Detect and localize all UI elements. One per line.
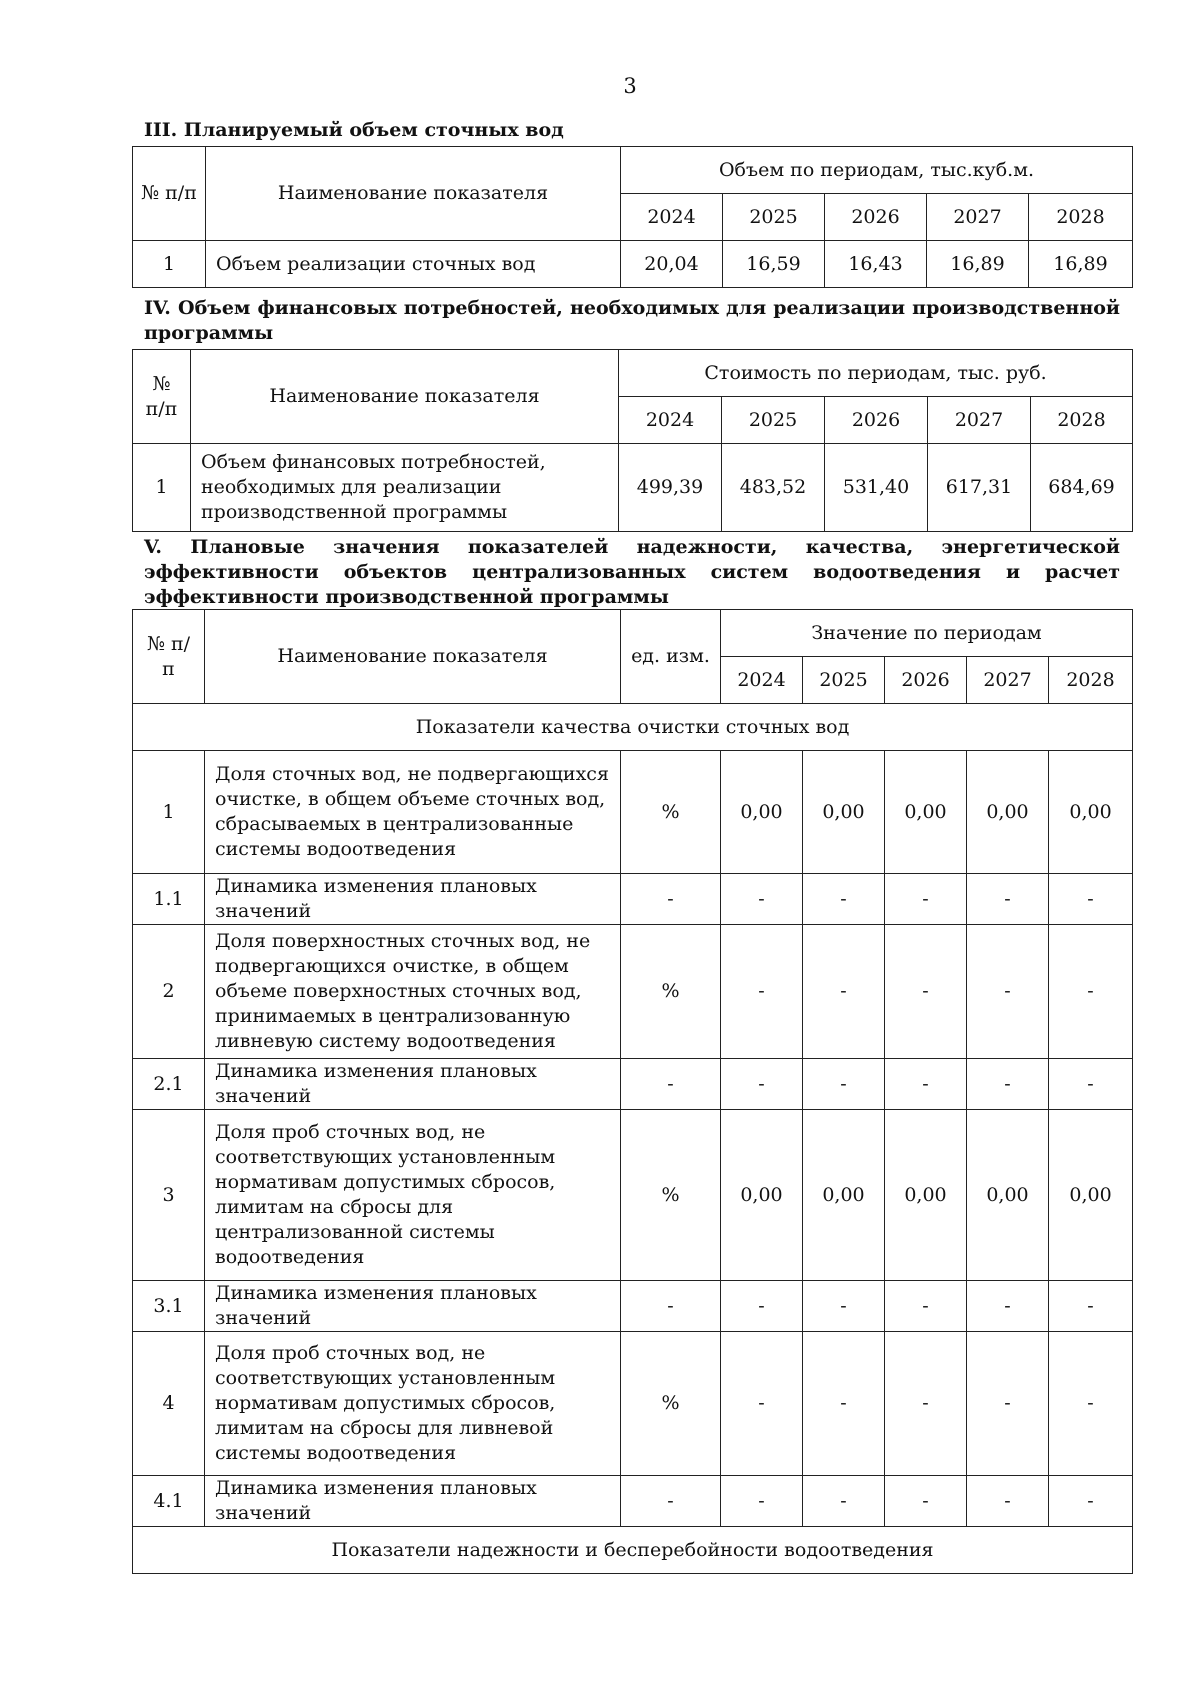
row-value: 0,00 [1049, 751, 1133, 874]
row-value: - [1049, 1059, 1133, 1110]
row-unit: % [621, 1110, 721, 1281]
table-row [133, 751, 1133, 874]
row-value: - [885, 1476, 967, 1527]
row-value: - [967, 925, 1049, 1059]
row-value: 0,00 [885, 1110, 967, 1281]
row-value: 16,59 [723, 241, 825, 288]
table-row [133, 874, 1133, 925]
row-number: 4 [133, 1332, 205, 1476]
row-number: 1 [133, 241, 206, 288]
row-value: 531,40 [825, 444, 928, 532]
row-unit: % [621, 1332, 721, 1476]
row-value: - [885, 1059, 967, 1110]
year-header: 2028 [1029, 194, 1133, 241]
row-name: Динамика изменения плановых значений [205, 1476, 621, 1527]
year-header: 2024 [721, 657, 803, 704]
year-header: 2025 [723, 194, 825, 241]
row-number: 1 [133, 444, 191, 532]
row-value: 0,00 [803, 1110, 885, 1281]
year-header: 2027 [927, 194, 1029, 241]
row-value: 684,69 [1031, 444, 1133, 532]
row-value: - [885, 1332, 967, 1476]
row-value: - [803, 1059, 885, 1110]
table-row [133, 1281, 1133, 1332]
row-value: - [803, 1332, 885, 1476]
col-header-number: № п/п [133, 350, 191, 444]
year-header: 2026 [825, 194, 927, 241]
table-row [133, 241, 1133, 288]
section-5-title: V. Плановые значения показателей надежности, качества, энергетической эффективности объектов централизованных систем водоотведения и расчет эффективности производственной программы [144, 536, 1120, 608]
year-header: 2027 [928, 397, 1031, 444]
row-value: 0,00 [967, 751, 1049, 874]
group-header-reliability: Показатели надежности и бесперебойности водоотведения [133, 1527, 1133, 1574]
row-value: 0,00 [803, 751, 885, 874]
year-header: 2026 [825, 397, 928, 444]
row-name: Доля поверхностных сточных вод, не подвергающихся очистке, в общем объеме поверхностных сточных вод, принимаемых в централизованную ливневую систему водоотведения [205, 925, 621, 1059]
row-value: - [721, 1281, 803, 1332]
col-header-name: Наименование показателя [191, 350, 619, 444]
col-header-value-by-period: Значение по периодам [721, 610, 1133, 657]
row-number: 1.1 [133, 874, 205, 925]
row-value: - [967, 874, 1049, 925]
col-header-number: № п/п [133, 610, 205, 704]
row-value: 499,39 [619, 444, 722, 532]
col-header-number: № п/п [133, 147, 206, 241]
row-value: 0,00 [721, 751, 803, 874]
row-value: 16,89 [1029, 241, 1133, 288]
year-header: 2026 [885, 657, 967, 704]
page-number: 3 [623, 74, 637, 98]
row-number: 2 [133, 925, 205, 1059]
year-header: 2024 [621, 194, 723, 241]
row-value: - [967, 1332, 1049, 1476]
row-number: 1 [133, 751, 205, 874]
row-value: 0,00 [885, 751, 967, 874]
row-name: Динамика изменения плановых значений [205, 1281, 621, 1332]
col-header-volume-by-period: Объем по периодам, тыс.куб.м. [621, 147, 1133, 194]
row-value: 617,31 [928, 444, 1031, 532]
row-name: Доля проб сточных вод, не соответствующих установленным нормативам допустимых сбросов, лимитам на сбросы для централизованной системы водоотведения [205, 1110, 621, 1281]
table-row [133, 444, 1133, 532]
table-row [133, 1476, 1133, 1527]
row-unit: % [621, 751, 721, 874]
year-header: 2027 [967, 657, 1049, 704]
row-unit: - [621, 874, 721, 925]
group-header-quality: Показатели качества очистки сточных вод [133, 704, 1133, 751]
row-value: - [1049, 1281, 1133, 1332]
col-header-cost-by-period: Стоимость по периодам, тыс. руб. [619, 350, 1133, 397]
row-value: - [803, 874, 885, 925]
row-value: 16,89 [927, 241, 1029, 288]
row-value: - [1049, 1332, 1133, 1476]
row-number: 2.1 [133, 1059, 205, 1110]
row-name: Объем реализации сточных вод [206, 241, 621, 288]
row-value: - [967, 1059, 1049, 1110]
row-value: - [721, 1332, 803, 1476]
year-header: 2025 [803, 657, 885, 704]
row-value: 16,43 [825, 241, 927, 288]
table-row [133, 925, 1133, 1059]
table-row [133, 1059, 1133, 1110]
row-value: - [721, 1476, 803, 1527]
financial-needs-table [132, 349, 1133, 532]
col-header-name: Наименование показателя [206, 147, 621, 241]
row-name: Доля проб сточных вод, не соответствующих установленным нормативам допустимых сбросов, лимитам на сбросы для ливневой системы водоотведения [205, 1332, 621, 1476]
row-value: 0,00 [721, 1110, 803, 1281]
row-value: 20,04 [621, 241, 723, 288]
col-header-name: Наименование показателя [205, 610, 621, 704]
row-name: Доля сточных вод, не подвергающихся очистке, в общем объеме сточных вод, сбрасываемых в централизованные системы водоотведения [205, 751, 621, 874]
row-value: - [721, 874, 803, 925]
row-value: - [721, 925, 803, 1059]
row-number: 3 [133, 1110, 205, 1281]
row-value: 0,00 [967, 1110, 1049, 1281]
col-header-unit: ед. изм. [621, 610, 721, 704]
section-3-title: III. Планируемый объем сточных вод [144, 119, 564, 141]
row-value: 483,52 [722, 444, 825, 532]
row-unit: % [621, 925, 721, 1059]
row-value: 0,00 [1049, 1110, 1133, 1281]
row-value: - [1049, 874, 1133, 925]
year-header: 2028 [1031, 397, 1133, 444]
row-value: - [1049, 925, 1133, 1059]
row-name: Объем финансовых потребностей, необходимых для реализации производственной программы [191, 444, 619, 532]
row-number: 4.1 [133, 1476, 205, 1527]
year-header: 2024 [619, 397, 722, 444]
row-name: Динамика изменения плановых значений [205, 874, 621, 925]
row-unit: - [621, 1476, 721, 1527]
row-value: - [721, 1059, 803, 1110]
row-value: - [885, 874, 967, 925]
row-name: Динамика изменения плановых значений [205, 1059, 621, 1110]
row-value: - [1049, 1476, 1133, 1527]
wastewater-volume-table [132, 146, 1133, 288]
row-value: - [967, 1281, 1049, 1332]
row-unit: - [621, 1059, 721, 1110]
table-row [133, 1110, 1133, 1281]
row-value: - [885, 1281, 967, 1332]
table-row [133, 1332, 1133, 1476]
row-number: 3.1 [133, 1281, 205, 1332]
row-value: - [803, 925, 885, 1059]
performance-indicators-table [132, 609, 1133, 1574]
row-unit: - [621, 1281, 721, 1332]
row-value: - [967, 1476, 1049, 1527]
row-value: - [803, 1476, 885, 1527]
row-value: - [803, 1281, 885, 1332]
year-header: 2025 [722, 397, 825, 444]
row-value: - [885, 925, 967, 1059]
year-header: 2028 [1049, 657, 1133, 704]
section-4-title: IV. Объем финансовых потребностей, необходимых для реализации производственной программы [144, 297, 1120, 344]
